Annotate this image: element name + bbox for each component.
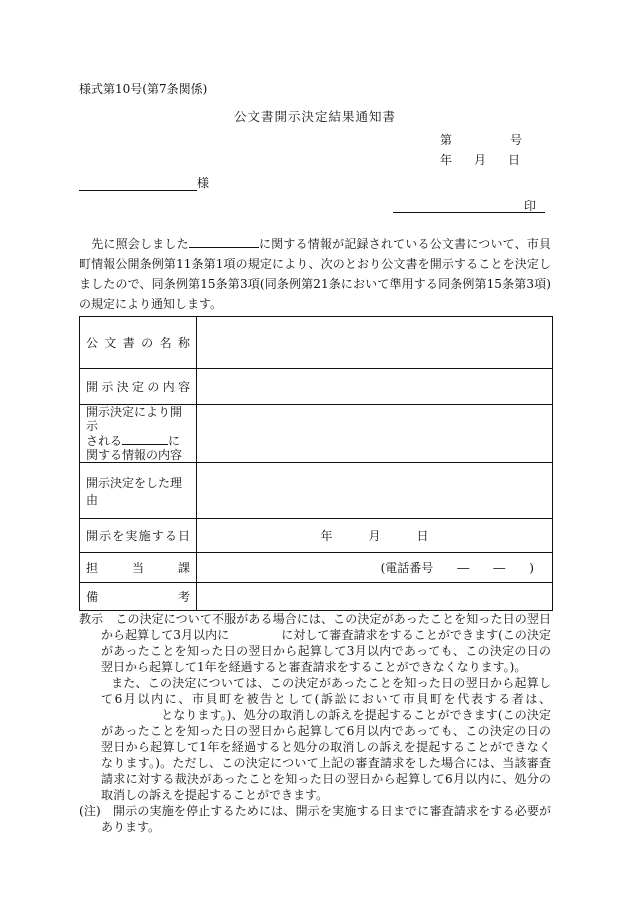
value-department[interactable] — [197, 553, 553, 583]
label-char: 課 — [177, 561, 190, 575]
intro-paragraph — [79, 234, 551, 314]
label-char: 内 — [162, 380, 175, 394]
lawsuit-text-1: また、この決定については、この決定があったことを知った日の翌日から起算して6月以内に、市貝町を被告として(訴訟において市貝町を代表する者は、 — [101, 676, 551, 706]
seal-mark: 印 — [523, 199, 536, 213]
label-text: される — [86, 434, 123, 448]
label-char: 容 — [177, 380, 190, 394]
table-row — [80, 463, 553, 519]
label-char: 書 — [122, 336, 135, 350]
label-char: る — [164, 529, 177, 543]
label-line — [86, 433, 190, 448]
intro-text-1: 先に照会しました — [91, 237, 189, 251]
table-row — [80, 553, 553, 583]
label-char: 開 — [86, 529, 99, 543]
label-document-name — [80, 317, 197, 369]
label-line: 開示決定により開示 — [86, 405, 183, 433]
label-char: 公 — [86, 336, 99, 350]
number-suffix: 号 — [510, 133, 523, 147]
intro-blank — [189, 235, 259, 248]
addressee-line — [79, 178, 197, 191]
number-prefix: 第 — [440, 133, 453, 147]
label-char: 称 — [177, 336, 190, 350]
label-char: 担 — [86, 561, 99, 575]
label-blank — [122, 433, 168, 445]
label-decision-reason: 開示決定をした理由 — [80, 463, 197, 519]
appeal-text-2: に対して審査請求をすることができます(この決定があったことを知った日の翌日から起算して3月以内であっても、この決定の日の翌日から起算して1年を経過すると審査請求をすることができなくなります。)。 — [101, 628, 552, 674]
table-row — [80, 583, 553, 611]
label-char: 日 — [177, 529, 190, 543]
addressee — [79, 174, 209, 191]
intro-text-2: に関する情報が記録されている公文書について、市貝町情報公開条例第11条第1項の規定により、次のとおり公文書を開示することを決定しましたので、同条例第15条第3項(同条例第21条において準用する同条例第15条第3項)の規定により通知します。 — [79, 237, 551, 311]
label-char: 示 — [99, 529, 112, 543]
label-disclosed-info — [80, 405, 197, 463]
value-implementation-date[interactable] — [197, 519, 553, 553]
label-remarks — [80, 583, 197, 611]
label-decision-content — [80, 369, 197, 405]
label-char: す — [151, 529, 164, 543]
label-char: 備 — [86, 590, 99, 604]
date-year: 年 — [440, 153, 453, 167]
document-title: 公文書開示決定結果通知書 — [233, 109, 396, 124]
date-year: 年 — [320, 529, 333, 543]
document-number — [440, 131, 522, 148]
label-char: 決 — [116, 380, 129, 394]
table-row — [80, 369, 553, 405]
disclosure-table — [79, 316, 553, 611]
issuer-line — [393, 198, 545, 213]
label-char: 実 — [125, 529, 138, 543]
label-line: 関する情報の内容 — [86, 448, 183, 462]
label-char: 文 — [104, 336, 117, 350]
table-row — [80, 317, 553, 369]
caution-note: (注) 開示の実施を停止するためには、開示を実施する日までに審査請求をする必要があります。 — [79, 804, 551, 834]
table-row — [80, 519, 553, 553]
label-char: 定 — [131, 380, 144, 394]
phone-number-field: (電話番号 ― ― ) — [380, 561, 534, 575]
lawsuit-notice — [79, 675, 551, 803]
addressee-suffix: 様 — [197, 176, 210, 190]
label-char: 当 — [131, 561, 144, 575]
notes-section — [79, 611, 551, 835]
label-char: 考 — [177, 590, 190, 604]
value-document-name[interactable] — [197, 317, 553, 369]
date-month: 月 — [368, 529, 381, 543]
value-decision-content[interactable] — [197, 369, 553, 405]
appeal-notice — [79, 611, 551, 675]
label-char: 示 — [101, 380, 114, 394]
label-implementation-date — [80, 519, 197, 553]
label-char: を — [112, 529, 125, 543]
label-char: の — [141, 336, 154, 350]
form-number: 様式第10号(第7条関係) — [79, 82, 208, 96]
label-char: の — [147, 380, 160, 394]
value-remarks[interactable] — [197, 583, 553, 611]
label-department — [80, 553, 197, 583]
label-char: 開 — [86, 380, 99, 394]
issue-date — [440, 151, 520, 168]
value-disclosed-info[interactable] — [197, 405, 553, 463]
date-month: 月 — [474, 153, 487, 167]
value-decision-reason[interactable] — [197, 463, 553, 519]
lawsuit-text-2: となります。)、処分の取消しの訴えを提起することができます(この決定があったことを知った日の翌日から起算して6月以内であっても、この決定の日の翌日から起算して1年を経過すると処分の取消しの訴えを提起することができなくなります。)。ただし、この決定について上記の審査請求をした場合には、当該審査請求に対する裁決があったことを知った日の翌日から起算して6月以内に、処分の取消しの訴えを提起することができます。 — [101, 708, 551, 802]
appeal-text-1: 教示 この決定について不服がある場合には、この決定があったことを知った日の翌日から起算して3月以内に — [79, 612, 551, 642]
label-text: に — [168, 434, 181, 448]
label-char: 名 — [159, 336, 172, 350]
date-day: 日 — [508, 153, 521, 167]
table-row — [80, 405, 553, 463]
date-day: 日 — [416, 529, 429, 543]
label-char: 施 — [138, 529, 151, 543]
